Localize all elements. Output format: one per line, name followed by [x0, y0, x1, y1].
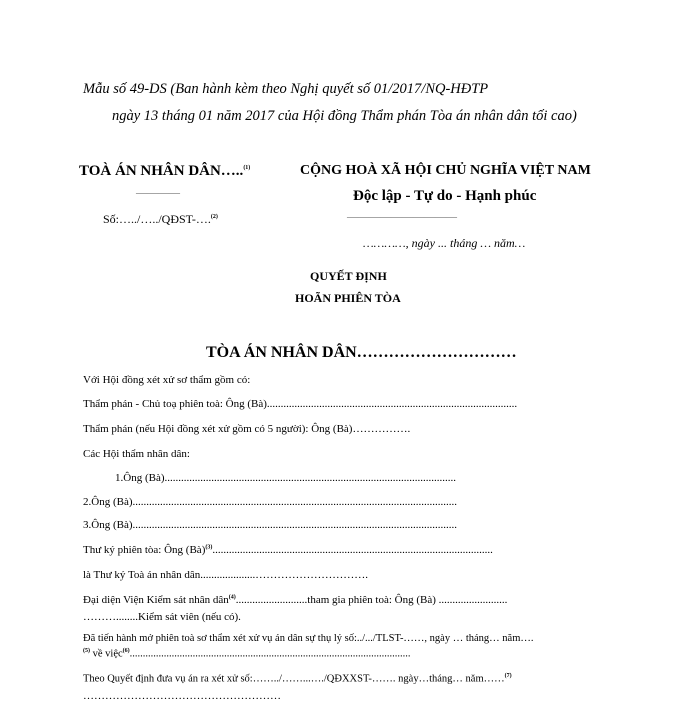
- decision-title: QUYẾT ĐỊNH: [310, 269, 387, 283]
- right-divider: ——————————: [347, 211, 457, 223]
- national-motto: Độc lập - Tự do - Hạnh phúc: [353, 188, 537, 204]
- matter-blank: ...........................................................................................................: [129, 648, 411, 660]
- procuracy-blank: ..........................tham gia phiên toà: Ông (Bà) .........................: [235, 594, 508, 606]
- trial-decision-text: Theo Quyết định đưa vụ án ra xét xử số:……../……...…./QĐXXST-……. ngày…tháng… năm……: [83, 673, 505, 685]
- procuracy-label: Đại diện Viện Kiểm sát nhân dân: [83, 594, 229, 606]
- body-line-trial-opened: Đã tiến hành mở phiên toà sơ thẩm xét xử vụ án dân sự thụ lý số:../.../TLST-……, ngày … tháng… năm….: [83, 633, 534, 644]
- footnote-marker: (7): [504, 673, 512, 679]
- clerk-label: Thư ký phiên tòa: Ông (Bà): [83, 544, 206, 556]
- clerk-blank: ......................................................................................................: [212, 544, 493, 556]
- footnote-marker: (4): [228, 594, 236, 601]
- national-title: CỘNG HOÀ XÃ HỘI CHỦ NGHĨA VIỆT NAM: [300, 163, 591, 178]
- body-line-presiding-judge: Thẩm phán - Chủ toạ phiên toà: Ông (Bà)...........................................................................................: [83, 398, 518, 410]
- body-line-procuracy: [83, 594, 507, 606]
- body-line-clerk: [83, 544, 493, 556]
- decision-subject: HOÃN PHIÊN TÒA: [295, 291, 401, 305]
- matter-label: về việc: [90, 648, 123, 660]
- body-line-juror-1: 1.Ông (Bà)..........................................................................................................: [115, 472, 456, 484]
- body-line-case-matter: [83, 648, 411, 660]
- body-line-panel-intro: Với Hội đồng xét xử sơ thẩm gồm có:: [83, 374, 251, 386]
- body-line-continuation: ………………………………………………: [83, 690, 281, 702]
- document-number: [103, 212, 218, 227]
- form-reference-line2: ngày 13 tháng 01 năm 2017 của Hội đồng Thẩm phán Tòa án nhân dân tối cao): [112, 108, 577, 124]
- body-line-trial-decision: [83, 673, 512, 685]
- footnote-marker: (5): [83, 648, 90, 654]
- footnote-marker: (3): [205, 544, 213, 551]
- left-divider: ————: [136, 187, 180, 199]
- body-line-jurors-heading: Các Hội thẩm nhân dân:: [83, 448, 190, 460]
- body-line-juror-2: 2.Ông (Bà)......................................................................................................................: [83, 496, 457, 508]
- footnote-marker: (2): [210, 214, 218, 220]
- body-line-juror-3: 3.Ông (Bà)......................................................................................................................: [83, 519, 457, 531]
- court-heading: TÒA ÁN NHÂN DÂN…………………………: [206, 344, 517, 361]
- body-line-judge: Thẩm phán (nếu Hội đồng xét xử gồm có 5 người): Ông (Bà)…………….: [83, 423, 411, 435]
- body-line-prosecutor: ………........Kiểm sát viên (nếu có).: [83, 611, 241, 623]
- form-reference-line1: Mẫu số 49-DS (Ban hành kèm theo Nghị quyết số 01/2017/NQ-HĐTP: [83, 81, 489, 97]
- body-line-clerk-court: là Thư ký Toà án nhân dân....................………………………….: [83, 569, 368, 581]
- document-number-text: Số:…../…../QĐST-….: [103, 212, 211, 226]
- court-name: [79, 163, 250, 180]
- place-date: …………, ngày ... tháng … năm…: [363, 236, 526, 250]
- footnote-marker: (6): [122, 648, 130, 654]
- court-name-text: TOÀ ÁN NHÂN DÂN…..: [79, 163, 244, 179]
- footnote-marker: (1): [243, 165, 251, 171]
